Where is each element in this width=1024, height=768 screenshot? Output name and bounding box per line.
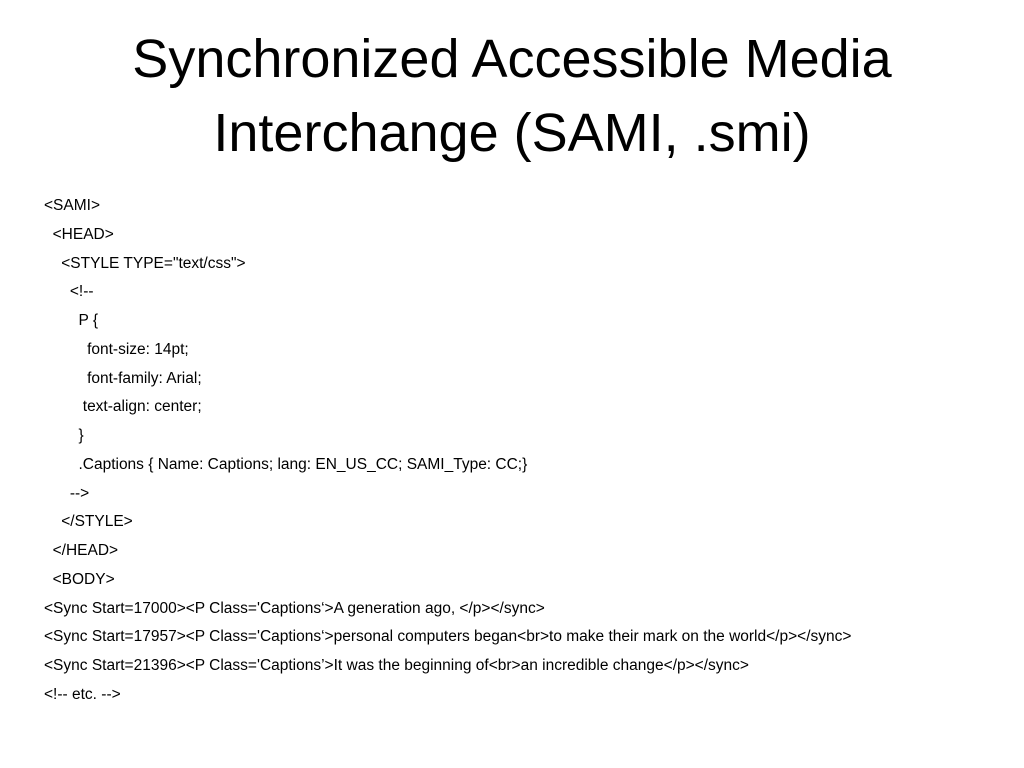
code-line-body-open: <BODY>	[44, 570, 115, 588]
slide-title-line-1: Synchronized Accessible Media	[132, 29, 892, 89]
code-line-sami-open: <SAMI>	[44, 197, 100, 214]
slide-title-line-2: Interchange (SAMI, .smi)	[213, 103, 811, 163]
code-line-etc-comment: <!-- etc. -->	[44, 685, 121, 703]
code-line-sync-17000: <Sync Start=17000><P Class='Captions‘>A generation ago, </p></sync>	[44, 599, 545, 617]
code-line-text-align: text-align: center;	[44, 398, 202, 416]
code-line-font-family: font-family: Arial;	[44, 369, 202, 387]
code-line-style-open: <STYLE TYPE="text/css">	[44, 254, 246, 272]
code-line-comment-open: <!--	[44, 283, 94, 301]
code-line-sync-17957: <Sync Start=17957><P Class='Captions‘>personal computers began<br>to make their mark on the world</p></sync>	[44, 628, 852, 646]
code-line-sync-21396: <Sync Start=21396><P Class='Captions’>It was the beginning of<br>an incredible change</p></sync>	[44, 657, 749, 674]
code-line-style-close: </STYLE>	[44, 513, 133, 531]
code-line-p-selector: P {	[44, 312, 98, 329]
slide-title	[0, 22, 1024, 170]
code-line-font-size: font-size: 14pt;	[44, 340, 189, 358]
code-line-p-close: }	[44, 427, 84, 444]
code-listing	[44, 192, 1014, 710]
code-line-comment-close: -->	[44, 484, 90, 502]
code-line-head-open: <HEAD>	[44, 225, 114, 243]
code-line-captions-class: .Captions { Name: Captions; lang: EN_US_CC; SAMI_Type: CC;}	[44, 455, 528, 473]
code-line-head-close: </HEAD>	[44, 542, 119, 559]
